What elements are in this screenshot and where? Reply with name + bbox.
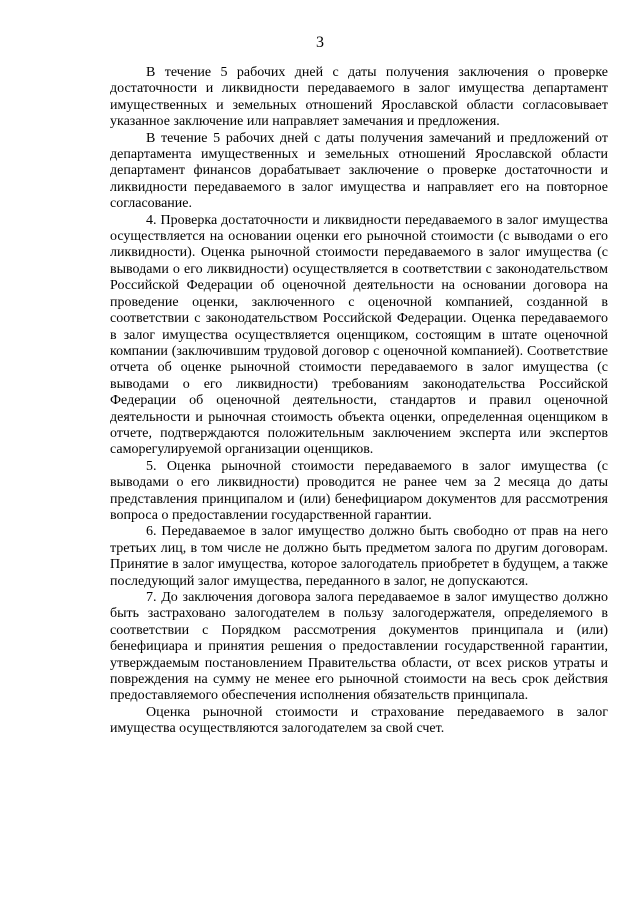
paragraph-costs: Оценка рыночной стоимости и страхование передаваемого в залог имущества осуществляются залогодателем за свой счет. xyxy=(110,704,608,737)
page-number: 3 xyxy=(316,34,324,51)
paragraph-item-6-encumbrance: 6. Передаваемое в залог имущество должно быть свободно от прав на него третьих лиц, в том числе не должно быть предметом залога по другим договорам. Принятие в залог имущества, которое залогодатель приобретет в будущем, а также последующий залог имущества, переданного в залог, не допускаются. xyxy=(110,524,608,589)
paragraph-item-5-timing: 5. Оценка рыночной стоимости передаваемого в залог имущества (с выводами о его ликвидности) проводится не ранее чем за 2 месяца до даты представления принципалом и (или) бенефициаром документов для рассмотрения вопроса о предоставлении государственной гарантии. xyxy=(110,458,608,523)
paragraph-approval-term: В течение 5 рабочих дней с даты получения заключения о проверке достаточности и ликвидности передаваемого в залог имущества департамент имущественных и земельных отношений Ярославской области согласовывает указанное заключение или направляет замечания и предложения. xyxy=(110,65,608,130)
paragraph-item-7-insurance: 7. До заключения договора залога передаваемое в залог имущество должно быть застраховано залогодателем в пользу залогодержателя, определяемого в соответствии с Порядком рассмотрения документов принципала и (или) бенефициара и принятия решения о предоставлении государственной гарантии, утверждаемым постановлением Правительства области, от всех рисков утраты и повреждения на сумму не менее его рыночной стоимости на весь срок действия предоставляемого обеспечения исполнения обязательств принципала. xyxy=(110,590,608,704)
document-body xyxy=(110,65,608,738)
paragraph-revision-term: В течение 5 рабочих дней с даты получения замечаний и предложений от департамента имущественных и земельных отношений Ярославской области департамент финансов дорабатывает заключение о проверке достаточности и ликвидности передаваемого в залог имущества и направляет его на повторное согласование. xyxy=(110,130,608,212)
paragraph-item-4-valuation: 4. Проверка достаточности и ликвидности передаваемого в залог имущества осуществляется на основании оценки его рыночной стоимости (с выводами о его ликвидности). Оценка рыночной стоимости передаваемого в залог имущества (с выводами о его ликвидности) осуществляется в соответствии с законодательством Российской Федерации об оценочной деятельности на основании договора на проведение оценки, заключенного с оценочной компанией, созданной в соответствии с законодательством Российской Федерации. Оценка передаваемого в залог имущества осуществляется оценщиком, состоящим в штате оценочной компании (заключившим трудовой договор с оценочной компанией). Соответствие отчета об оценке рыночной стоимости передаваемого в залог имущества (с выводами о его ликвидности) требованиям законодательства Российской Федерации об оценочной деятельности, стандартов и правил оценочной деятельности и рыночная стоимость объекта оценки, определенная оценщиком в отчете, подтверждаются положительным заключением эксперта или экспертов саморегулируемой организации оценщиков. xyxy=(110,212,608,458)
